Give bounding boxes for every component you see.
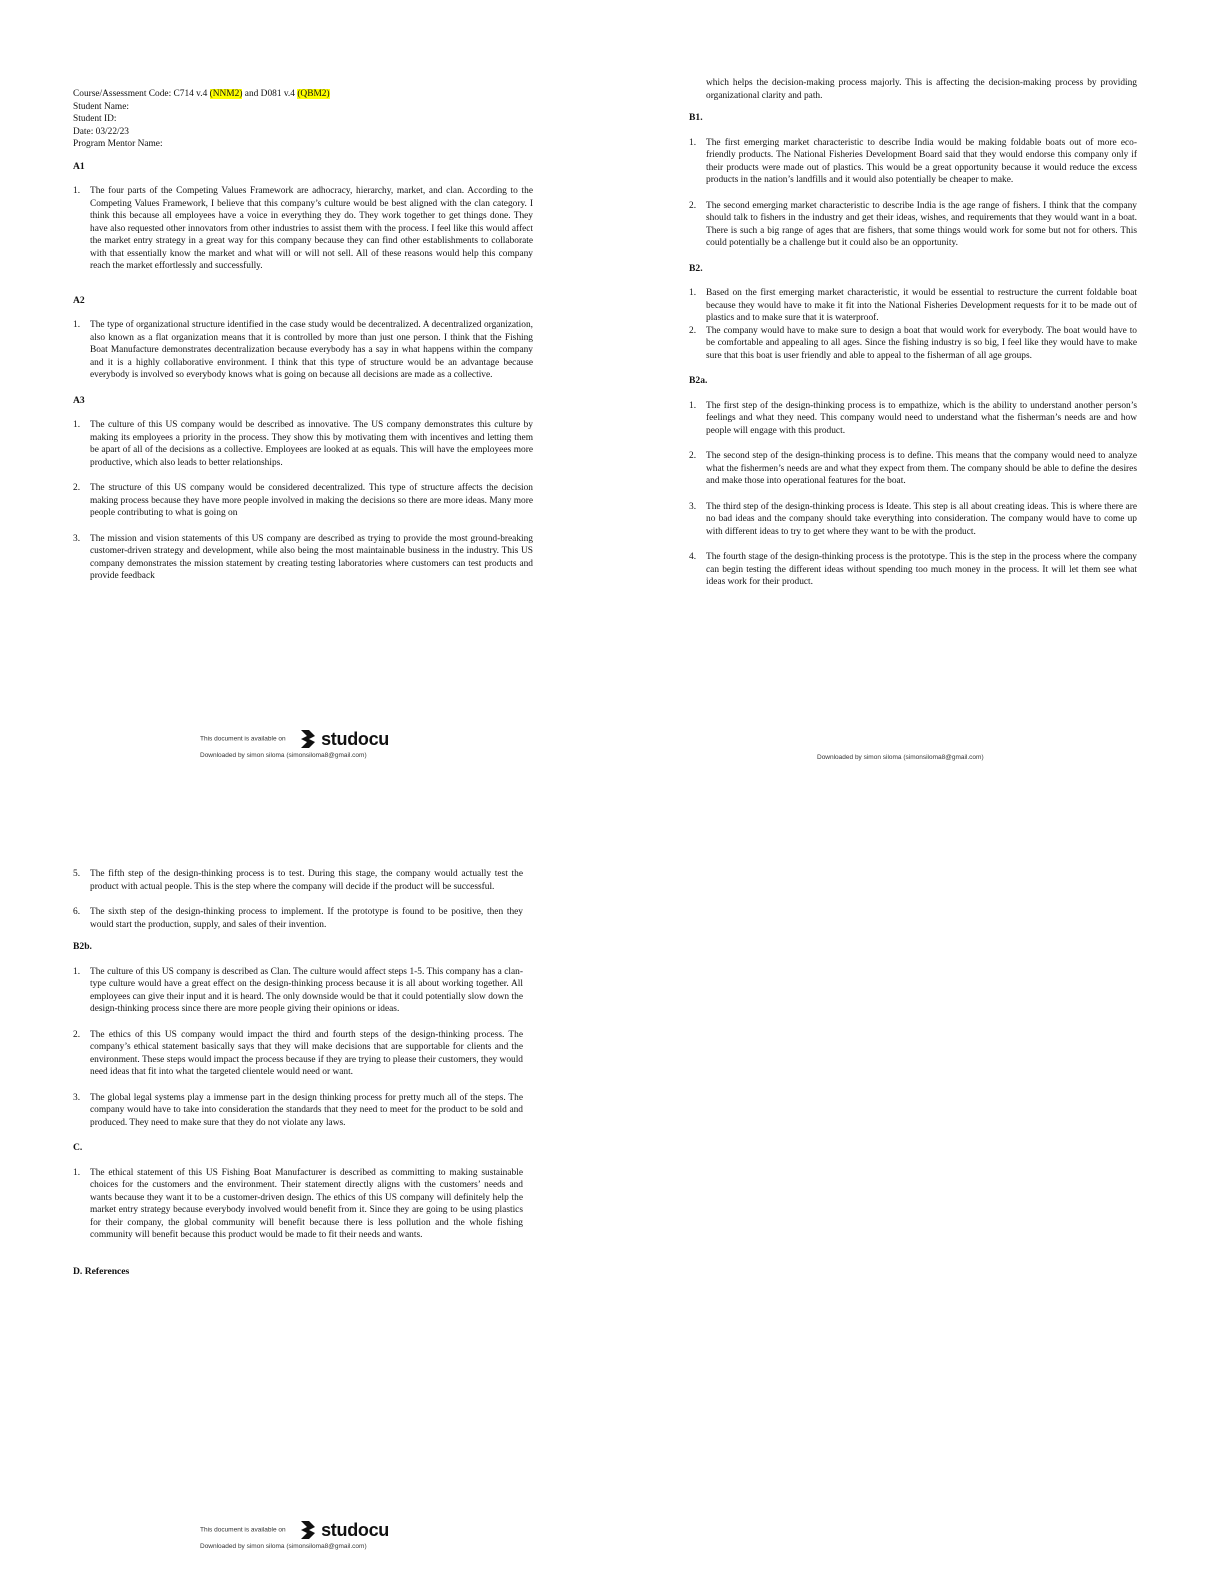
- item-number: 1.: [73, 966, 81, 977]
- course-code-highlight-2: (QBM2): [297, 89, 330, 99]
- list-b1: [689, 137, 1137, 250]
- item-number: 1.: [689, 137, 697, 148]
- list-item: [689, 501, 1137, 539]
- item-number: 1.: [73, 1167, 81, 1178]
- item-number: 5.: [73, 869, 81, 879]
- item-number: 2.: [689, 451, 697, 461]
- list-item: [73, 319, 533, 382]
- list-item: [73, 533, 533, 583]
- studocu-footer: [200, 1519, 389, 1550]
- item-text: The fifth step of the design-thinking process is to test. During this stage, the company would actually test the product with actual people. This is the step where the company will decide if the product will be successful.: [90, 869, 523, 892]
- studocu-logo: [296, 728, 389, 750]
- list-item: [73, 1029, 523, 1079]
- list-item: [689, 200, 1137, 250]
- item-number: 2.: [689, 200, 697, 211]
- continued-text: which helps the decision-making process majorly. This is affecting the decision-making process by providing organizational clarity and path.: [706, 78, 1137, 101]
- section-heading-a2: A2: [73, 294, 85, 306]
- studocu-footer: [200, 728, 389, 759]
- studocu-logo: [296, 1519, 389, 1541]
- item-text: The third step of the design-thinking process is Ideate. This step is all about creating ideas. This is where there are no bad ideas and the company should take everything into consideration. The company would have to come up with different ideas to try to get where they want to be with the product.: [706, 501, 1137, 537]
- list-item: [73, 966, 523, 1016]
- list-item: [689, 551, 1137, 589]
- item-number: 2.: [73, 483, 81, 493]
- student-id: Student ID:: [73, 114, 117, 124]
- item-text: The four parts of the Competing Values Framework are adhocracy, hierarchy, market, and clan. According to the Competing Values Framework, I believe that this company’s culture would be best aligned with the clan category. I think this because all employees have a voice in everything they do. They work together to get things done. They have also requested other innovators from other industries to assist them with the process. I feel like this would affect the market entry strategy in a great way for this company because they can find other establishments to collaborate with that essentially know the market and what will or will not sell. All of these reasons would help this company reach the market effortlessly and successfully.: [90, 186, 533, 271]
- list-item: [689, 137, 1137, 187]
- list-item: [689, 325, 1137, 363]
- list-item: [73, 1092, 523, 1130]
- list-item: [689, 450, 1137, 488]
- item-text: The second step of the design-thinking process is to define. This means that the company would need to analyze what the fishermen’s needs are and what they expect from them. The company should be able to define the desires and make those into operational features for the boat.: [706, 451, 1137, 486]
- list-a3: [73, 419, 533, 583]
- section-heading-c: C.: [73, 1142, 83, 1153]
- studocu-logo-icon: [296, 728, 318, 750]
- item-number: 4.: [689, 552, 697, 562]
- list-a2: [73, 319, 533, 382]
- item-text: The first emerging market characteristic to describe India would be making foldable boats out of more eco-friendly products. The National Fisheries Development Board said that they would endorse this company only if their products were made out of plastics. This would be a great opportunity because it would reduce the excess products in the nation’s landfills and it would also potentially be cheaper to make.: [706, 137, 1137, 185]
- item-number: 1.: [73, 320, 81, 330]
- item-text: The second emerging market characteristic to describe India is the age range of fishers. I think that the company should talk to fishers in the industry and get their ideas, wishes, and requirements that they would want in a boat. There is such a big range of ages that are fishers, that some things would work for some but not for others. This could potentially be a challenge but it could also be an opportunity.: [706, 200, 1137, 248]
- item-text: The culture of this US company is described as Clan. The culture would affect steps 1-5. This company has a clan-type culture would have a great effect on the design-thinking process because it is all about working together. All employees can give their input and it is heard. The only downside would be that it could potentially slow down the design-thinking process since there are more people giving their opinions or ideas.: [90, 966, 523, 1014]
- item-number: 3.: [689, 501, 697, 512]
- item-number: 6.: [73, 907, 81, 917]
- list-item: [73, 482, 533, 520]
- page-2: [689, 77, 1137, 602]
- mentor-name: Program Mentor Name:: [73, 139, 163, 149]
- course-code-prefix: Course/Assessment Code: C714 v.4: [73, 89, 210, 99]
- studocu-logo-icon: [296, 1519, 318, 1541]
- downloaded-by-text: Downloaded by simon siloma (simonsiloma8@gmail.com): [200, 1543, 367, 1550]
- section-heading-b2b: B2b.: [73, 941, 92, 952]
- section-heading-b2: B2.: [689, 262, 703, 274]
- downloaded-by-text: Downloaded by simon siloma (simonsiloma8@gmail.com): [200, 752, 367, 759]
- item-text: The type of organizational structure identified in the case study would be decentralized. A decentralized organization, also known as a flat organization means that it is controlled by more than just one person. I think that the Fishing Boat Manufacture demonstrates decentralization because everybody has a say in what happens within the company and it is a highly collaborative environment. I think that this type of structure would be an advantage because everybody is involved so everybody knows what is going on because all decisions are made as a collective.: [90, 320, 533, 380]
- section-heading-b2a: B2a.: [689, 375, 708, 386]
- item-number: 1.: [689, 400, 697, 411]
- list-b2a: [689, 400, 1137, 589]
- item-text: The structure of this US company would be considered decentralized. This type of structure affects the decision making process because they have more people involved in making the decisions so there are more ideas. Many more people contributing to what is going on: [90, 483, 533, 518]
- item-text: The ethics of this US company would impact the third and fourth steps of the design-thinking process. The company’s ethical statement basically says that they will make decisions that are supportable for clients and the environment. These steps would impact the process because if they are trying to please their customers, they would need ideas that fit into what the targeted clientele would need or want.: [90, 1029, 523, 1077]
- page-1: [73, 88, 533, 596]
- page-3: [73, 868, 523, 1290]
- student-name: Student Name:: [73, 101, 129, 112]
- item-number: 3.: [73, 533, 81, 544]
- course-code-line: [73, 88, 533, 101]
- item-text: The sixth step of the design-thinking process to implement. If the prototype is found to be positive, then they would start the production, supply, and sales of their invention.: [90, 907, 523, 930]
- item-text: The first step of the design-thinking process is to empathize, which is the ability to understand another person’s feelings and what they need. This company would need to understand what the fisherman’s needs are and how people will engage with this product.: [706, 400, 1137, 436]
- section-heading-a1: A1: [73, 160, 85, 172]
- course-code-mid: and D081 v.4: [242, 89, 298, 99]
- course-code-highlight-1: (NNM2): [209, 89, 243, 99]
- section-heading-references: D. References: [73, 1265, 130, 1277]
- list-item: [73, 906, 523, 931]
- studocu-wordmark: studocu: [321, 728, 389, 749]
- download-footer: [817, 752, 984, 761]
- list-a1: [73, 185, 533, 273]
- list-b2a-continued: [73, 868, 523, 931]
- item-text: The company would have to make sure to design a boat that would work for everybody. The boat would have to be comfortable and appealing to all ages. Since the fishing industry is so big, I feel like they would have to make sure that this boat is user friendly and able to appeal to the fisherman of all age groups.: [706, 325, 1137, 361]
- studocu-wordmark: studocu: [321, 1519, 389, 1540]
- item-number: 3.: [73, 1092, 81, 1103]
- list-item: [689, 287, 1137, 325]
- list-item: [689, 400, 1137, 438]
- list-b2: [689, 287, 1137, 362]
- list-item: [73, 419, 533, 469]
- available-on-text: This document is available on: [200, 735, 286, 743]
- list-item: [73, 868, 523, 893]
- item-text: The ethical statement of this US Fishing Boat Manufacturer is described as committing to making sustainable choices for the customers and the environment. Their statement directly aligns with the customers’ needs and wants because they want it to be a customer-driven design. The ethics of this US company will definitely help the market entry strategy because everybody involved would benefit from it. Since they are going to be using plastics for their company, the global community will benefit because there is less pollution and the whole fishing community will benefit because this product would be made to fit their needs and wants.: [90, 1167, 523, 1240]
- list-item: [73, 185, 533, 273]
- item-text: The fourth stage of the design-thinking process is the prototype. This is the step in the process where the company can begin testing the different ideas without spending too much money in the process. It will let them see what ideas work for their product.: [706, 552, 1137, 587]
- item-text: Based on the first emerging market characteristic, it would be essential to restructure the current foldable boat because they would have to make it fit into the National Fisheries Development requests for it to be made out of plastics and to make sure that it is waterproof.: [706, 288, 1137, 323]
- list-b2b: [73, 966, 523, 1130]
- section-heading-a3: A3: [73, 394, 85, 406]
- item-text: The culture of this US company would be described as innovative. The US company demonstrates this culture by making its employees a priority in the process. They show this by motivating them with incentives and letting them be apart of all of the decisions as a collective. Employees are looked at as equals. This will have the employees more productive, which also leads to better relationships.: [90, 420, 533, 468]
- downloaded-by-text: Downloaded by simon siloma (simonsiloma8@gmail.com): [817, 754, 984, 761]
- date: Date: 03/22/23: [73, 126, 129, 137]
- item-number: 1.: [73, 420, 81, 430]
- item-text: The global legal systems play a immense part in the design thinking process for pretty much all of the steps. The company would have to take into consideration the standards that they need to meet for the product to be sold and produced. They need to make sure that they do not violate any laws.: [90, 1092, 523, 1128]
- list-item: [73, 1167, 523, 1242]
- item-number: 1.: [689, 288, 697, 298]
- item-number: 2.: [73, 1029, 81, 1040]
- list-c: [73, 1167, 523, 1242]
- section-heading-b1: B1.: [689, 112, 703, 123]
- available-on-text: This document is available on: [200, 1526, 286, 1534]
- item-text: The mission and vision statements of this US company are described as trying to provide the most ground-breaking customer-driven strategy and development, while also being the most maintainable business in the industry. This US company demonstrates the mission statement by creating testing laboratories where customers can test products and provide feedback: [90, 533, 533, 581]
- item-number: 2.: [689, 325, 697, 336]
- item-number: 1.: [73, 186, 81, 196]
